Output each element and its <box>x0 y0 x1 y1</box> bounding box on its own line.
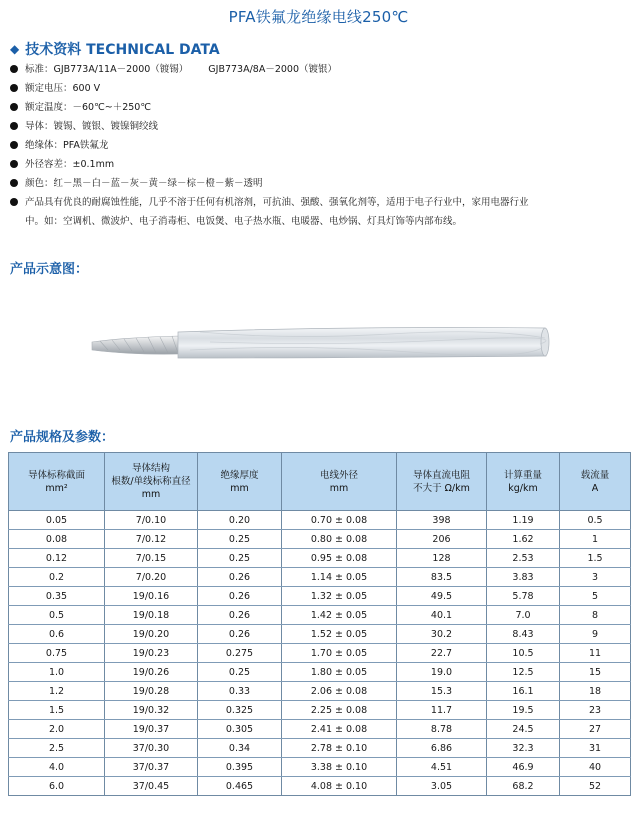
table-cell: 0.20 <box>198 511 282 530</box>
table-cell: 6.0 <box>9 777 105 796</box>
table-cell: 37/0.37 <box>105 758 198 777</box>
table-cell: 18 <box>560 682 631 701</box>
table-cell: 0.325 <box>198 701 282 720</box>
table-cell: 19/0.20 <box>105 625 198 644</box>
standard-b-text: GJB773A/8A－2000（镀银） <box>208 64 338 75</box>
spec-table-heading: 产品规格及参数： <box>10 430 115 445</box>
table-cell: 2.0 <box>9 720 105 739</box>
table-cell: 19/0.23 <box>105 644 198 663</box>
table-cell: 40 <box>560 758 631 777</box>
table-cell: 19.5 <box>487 701 560 720</box>
table-cell: 27 <box>560 720 631 739</box>
table-cell: 0.395 <box>198 758 282 777</box>
col-header-conductor-structure: 导体结构 根数/单线标称直径 mm <box>105 453 198 511</box>
table-cell: 19/0.16 <box>105 587 198 606</box>
table-cell: 0.2 <box>9 568 105 587</box>
diamond-bullet-icon: ◆ <box>10 42 20 56</box>
table-cell: 0.5 <box>9 606 105 625</box>
technical-specs-list <box>10 60 630 231</box>
description-line-2: 中。如：空调机、微波炉、电子消毒柜、电饭煲、电子热水瓶、电暖器、电炒锅、灯具灯饰等内部布线。 <box>25 216 463 227</box>
tolerance-text: 外径容差：±0.1mm <box>25 159 115 170</box>
table-cell: 0.25 <box>198 663 282 682</box>
table-cell: 4.0 <box>9 758 105 777</box>
table-cell: 398 <box>397 511 487 530</box>
table-row <box>9 758 631 777</box>
table-cell: 5.78 <box>487 587 560 606</box>
spec-table <box>8 452 631 796</box>
spec-description <box>10 193 630 231</box>
table-cell: 0.70 ± 0.08 <box>282 511 397 530</box>
table-row <box>9 549 631 568</box>
table-cell: 1.14 ± 0.05 <box>282 568 397 587</box>
table-cell: 32.3 <box>487 739 560 758</box>
table-cell: 19/0.28 <box>105 682 198 701</box>
table-cell: 1.70 ± 0.05 <box>282 644 397 663</box>
table-cell: 1.42 ± 0.05 <box>282 606 397 625</box>
table-cell: 0.12 <box>9 549 105 568</box>
bullet-icon <box>10 65 18 73</box>
table-cell: 1.80 ± 0.05 <box>282 663 397 682</box>
table-cell: 19.0 <box>397 663 487 682</box>
table-cell: 1.62 <box>487 530 560 549</box>
table-cell: 49.5 <box>397 587 487 606</box>
table-cell: 1.5 <box>560 549 631 568</box>
table-cell: 83.5 <box>397 568 487 587</box>
col-header-cross-section: 导体标称截面 mm² <box>9 453 105 511</box>
bullet-icon <box>10 198 18 206</box>
table-cell: 0.25 <box>198 549 282 568</box>
table-cell: 7/0.15 <box>105 549 198 568</box>
col-header-dc-resistance: 导体直流电阻 不大于 Ω/km <box>397 453 487 511</box>
table-cell: 206 <box>397 530 487 549</box>
table-cell: 1.32 ± 0.05 <box>282 587 397 606</box>
table-cell: 37/0.45 <box>105 777 198 796</box>
spec-conductor <box>10 117 630 136</box>
table-cell: 0.35 <box>9 587 105 606</box>
table-cell: 3.38 ± 0.10 <box>282 758 397 777</box>
table-row <box>9 682 631 701</box>
product-image-heading: 产品示意图： <box>10 262 89 277</box>
insulation-text: 绝缘体：PFA铁氟龙 <box>25 140 109 151</box>
table-cell: 2.06 ± 0.08 <box>282 682 397 701</box>
table-cell: 15 <box>560 663 631 682</box>
col-header-insulation-thickness: 绝缘厚度 mm <box>198 453 282 511</box>
table-cell: 10.5 <box>487 644 560 663</box>
table-row <box>9 511 631 530</box>
table-cell: 3 <box>560 568 631 587</box>
table-cell: 40.1 <box>397 606 487 625</box>
table-cell: 30.2 <box>397 625 487 644</box>
table-cell: 46.9 <box>487 758 560 777</box>
spec-insulation <box>10 136 630 155</box>
table-cell: 3.83 <box>487 568 560 587</box>
table-cell: 15.3 <box>397 682 487 701</box>
table-cell: 8 <box>560 606 631 625</box>
table-cell: 5 <box>560 587 631 606</box>
table-cell: 2.41 ± 0.08 <box>282 720 397 739</box>
table-cell: 0.5 <box>560 511 631 530</box>
spec-temperature <box>10 98 630 117</box>
table-cell: 8.43 <box>487 625 560 644</box>
standard-a-text: 标准：GJB773A/11A－2000（镀锡） <box>25 64 189 75</box>
table-cell: 128 <box>397 549 487 568</box>
table-cell: 2.53 <box>487 549 560 568</box>
table-cell: 1.2 <box>9 682 105 701</box>
table-cell: 0.33 <box>198 682 282 701</box>
table-cell: 7/0.10 <box>105 511 198 530</box>
table-cell: 9 <box>560 625 631 644</box>
spec-tolerance <box>10 155 630 174</box>
table-cell: 24.5 <box>487 720 560 739</box>
voltage-text: 额定电压：600 V <box>25 83 101 94</box>
colors-text: 颜色：红－黑－白－蓝－灰－黄－绿－棕－橙－紫－透明 <box>25 178 263 189</box>
bullet-icon <box>10 179 18 187</box>
table-header-row <box>9 453 631 511</box>
table-cell: 11.7 <box>397 701 487 720</box>
table-cell: 1.0 <box>9 663 105 682</box>
bullet-icon <box>10 84 18 92</box>
bullet-icon <box>10 141 18 149</box>
table-cell: 0.34 <box>198 739 282 758</box>
description-line-1: 产品具有优良的耐腐蚀性能，几乎不溶于任何有机溶剂，可抗油、强酸、强氧化剂等，适用于电子行业中，家用电器行业 <box>25 197 529 208</box>
table-cell: 4.51 <box>397 758 487 777</box>
spec-voltage <box>10 79 630 98</box>
table-cell: 8.78 <box>397 720 487 739</box>
table-cell: 0.80 ± 0.08 <box>282 530 397 549</box>
table-row <box>9 587 631 606</box>
table-row <box>9 663 631 682</box>
spec-standard <box>10 60 630 79</box>
table-cell: 0.275 <box>198 644 282 663</box>
col-header-weight: 计算重量 kg/km <box>487 453 560 511</box>
table-row <box>9 568 631 587</box>
page-title: PFA铁氟龙绝缘电线250℃ <box>228 8 409 26</box>
table-cell: 19/0.32 <box>105 701 198 720</box>
spec-colors <box>10 174 630 193</box>
table-cell: 0.305 <box>198 720 282 739</box>
table-cell: 0.26 <box>198 625 282 644</box>
col-header-outer-diameter: 电线外径 mm <box>282 453 397 511</box>
table-cell: 7.0 <box>487 606 560 625</box>
table-cell: 16.1 <box>487 682 560 701</box>
table-cell: 0.6 <box>9 625 105 644</box>
table-cell: 0.95 ± 0.08 <box>282 549 397 568</box>
table-row <box>9 625 631 644</box>
table-cell: 19/0.26 <box>105 663 198 682</box>
table-cell: 6.86 <box>397 739 487 758</box>
table-cell: 22.7 <box>397 644 487 663</box>
table-cell: 0.75 <box>9 644 105 663</box>
table-cell: 0.08 <box>9 530 105 549</box>
table-row <box>9 739 631 758</box>
table-cell: 1.5 <box>9 701 105 720</box>
table-cell: 4.08 ± 0.10 <box>282 777 397 796</box>
table-cell: 1.52 ± 0.05 <box>282 625 397 644</box>
table-cell: 0.465 <box>198 777 282 796</box>
conductor-text: 导体：镀锡、镀银、镀镍铜绞线 <box>25 121 159 132</box>
table-cell: 19/0.37 <box>105 720 198 739</box>
table-cell: 2.78 ± 0.10 <box>282 739 397 758</box>
table-row <box>9 644 631 663</box>
col-header-ampacity: 载流量 A <box>560 453 631 511</box>
technical-data-heading <box>10 39 220 59</box>
table-cell: 0.26 <box>198 568 282 587</box>
temperature-text: 额定温度：－60℃~＋250℃ <box>25 102 152 113</box>
table-cell: 2.5 <box>9 739 105 758</box>
table-cell: 0.26 <box>198 587 282 606</box>
table-row <box>9 606 631 625</box>
table-cell: 3.05 <box>397 777 487 796</box>
bullet-icon <box>10 122 18 130</box>
table-cell: 1 <box>560 530 631 549</box>
spec-table-body <box>9 511 631 796</box>
table-cell: 68.2 <box>487 777 560 796</box>
table-row <box>9 777 631 796</box>
technical-data-heading-text: 技术资料 TECHNICAL DATA <box>25 42 220 58</box>
table-cell: 0.25 <box>198 530 282 549</box>
table-row <box>9 720 631 739</box>
table-cell: 2.25 ± 0.08 <box>282 701 397 720</box>
wire-illustration <box>90 320 560 370</box>
table-cell: 11 <box>560 644 631 663</box>
table-row <box>9 530 631 549</box>
table-cell: 1.19 <box>487 511 560 530</box>
table-cell: 12.5 <box>487 663 560 682</box>
bullet-icon <box>10 103 18 111</box>
table-cell: 7/0.20 <box>105 568 198 587</box>
table-cell: 0.05 <box>9 511 105 530</box>
table-cell: 19/0.18 <box>105 606 198 625</box>
table-cell: 23 <box>560 701 631 720</box>
table-row <box>9 701 631 720</box>
table-cell: 0.26 <box>198 606 282 625</box>
table-cell: 37/0.30 <box>105 739 198 758</box>
bullet-icon <box>10 160 18 168</box>
table-cell: 7/0.12 <box>105 530 198 549</box>
table-cell: 52 <box>560 777 631 796</box>
table-cell: 31 <box>560 739 631 758</box>
